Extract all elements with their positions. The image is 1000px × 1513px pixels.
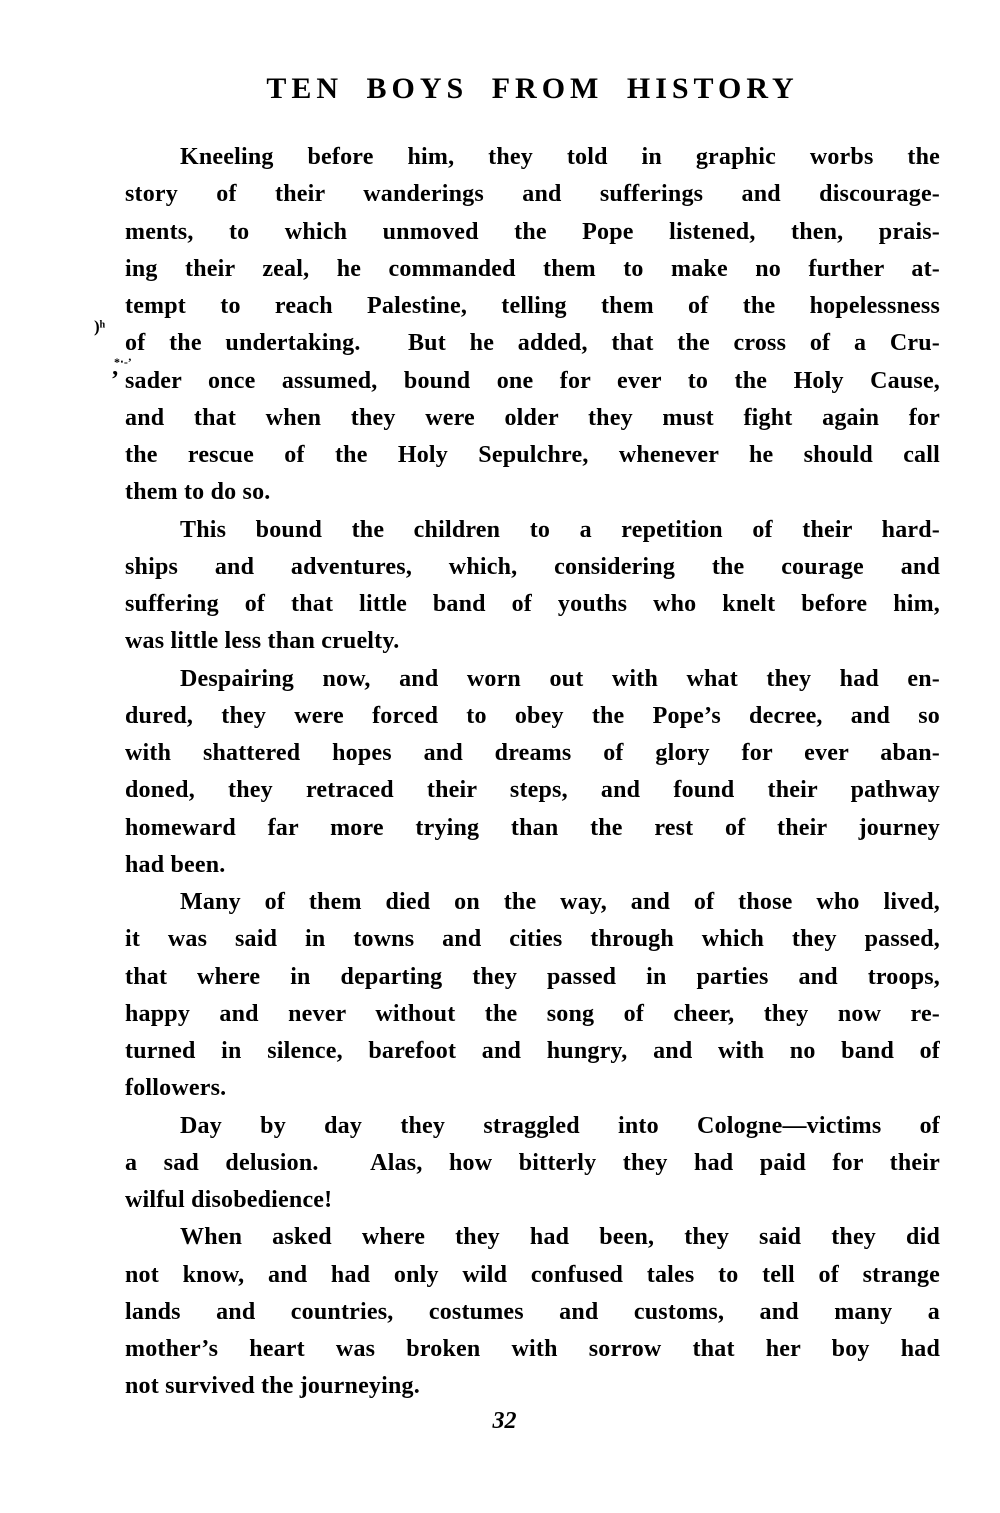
- text-line: homeward far more trying than the rest of their journey: [125, 814, 940, 841]
- paragraph: [125, 661, 940, 885]
- paragraph: [125, 884, 940, 1108]
- paragraph: [125, 1108, 940, 1220]
- page-title: TEN BOYS FROM HISTORY: [266, 72, 799, 105]
- ink-smudge: )ʰ: [94, 317, 106, 336]
- paragraph: [125, 1219, 940, 1405]
- text-line: This bound the children to a repetition of their hard-: [180, 516, 940, 543]
- text-line: not survived the journeying.: [125, 1373, 420, 1400]
- text-line: them to do so.: [125, 479, 271, 506]
- text-line: not know, and had only wild confused tales to tell of strange: [125, 1261, 940, 1288]
- text-line: the rescue of the Holy Sepulchre, whenever he should call: [125, 442, 940, 468]
- text-line: ments, to which unmoved the Pope listened, then, prais-: [125, 218, 940, 245]
- text-line: tempt to reach Palestine, telling them of the hopelessness: [125, 293, 940, 319]
- text-line: doned, they retraced their steps, and found their pathway: [125, 777, 940, 804]
- text-line: Many of them died on the way, and of those who lived,: [180, 889, 940, 915]
- text-line: of the undertaking. But he added, that the cross of a Cru-: [125, 330, 940, 357]
- body-text: [125, 139, 940, 1406]
- text-line: Despairing now, and worn out with what they had en-: [180, 665, 940, 692]
- page-number: 32: [492, 1408, 517, 1434]
- text-line: Day by day they straggled into Cologne—victims of: [180, 1112, 940, 1139]
- paragraph: [125, 139, 940, 512]
- text-line: dured, they were forced to obey the Pope’s decree, and so: [125, 702, 940, 729]
- text-line: that where in departing they passed in parties and troops,: [125, 963, 940, 990]
- text-line: was little less than cruelty.: [125, 628, 400, 655]
- text-line: ships and adventures, which, considering the courage and: [125, 553, 940, 580]
- text-line: suffering of that little band of youths who knelt before him,: [125, 591, 940, 617]
- text-line: ing their zeal, he commanded them to make no further at-: [125, 255, 940, 282]
- text-line: and that when they were older they must fight again for: [125, 404, 940, 431]
- text-line: sader once assumed, bound one for ever to the Holy Cause,: [125, 367, 940, 394]
- text-line: lands and countries, costumes and customs, and many a: [125, 1298, 940, 1325]
- text-line: Kneeling before him, they told in graphic worbs the: [180, 144, 940, 170]
- text-line: When asked where they had been, they said they did: [180, 1224, 940, 1251]
- text-line: happy and never without the song of cheer, they now re-: [125, 1000, 940, 1027]
- text-line: had been.: [125, 851, 226, 878]
- paragraph: [125, 512, 940, 661]
- text-line: turned in silence, barefoot and hungry, and with no band of: [125, 1038, 940, 1064]
- text-line: with shattered hopes and dreams of glory for ever aban-: [125, 740, 940, 766]
- text-line: story of their wanderings and sufferings and discourage-: [125, 181, 940, 208]
- text-line: mother’s heart was broken with sorrow that her boy had: [125, 1336, 940, 1362]
- text-line: a sad delusion. Alas, how bitterly they had paid for their: [125, 1149, 940, 1176]
- ink-smudge: ’: [111, 367, 119, 393]
- ink-smudge: *‧-’: [114, 355, 132, 369]
- text-line: followers.: [125, 1075, 227, 1102]
- text-line: it was said in towns and cities through which they passed,: [125, 926, 940, 953]
- text-line: wilful disobedience!: [125, 1187, 333, 1213]
